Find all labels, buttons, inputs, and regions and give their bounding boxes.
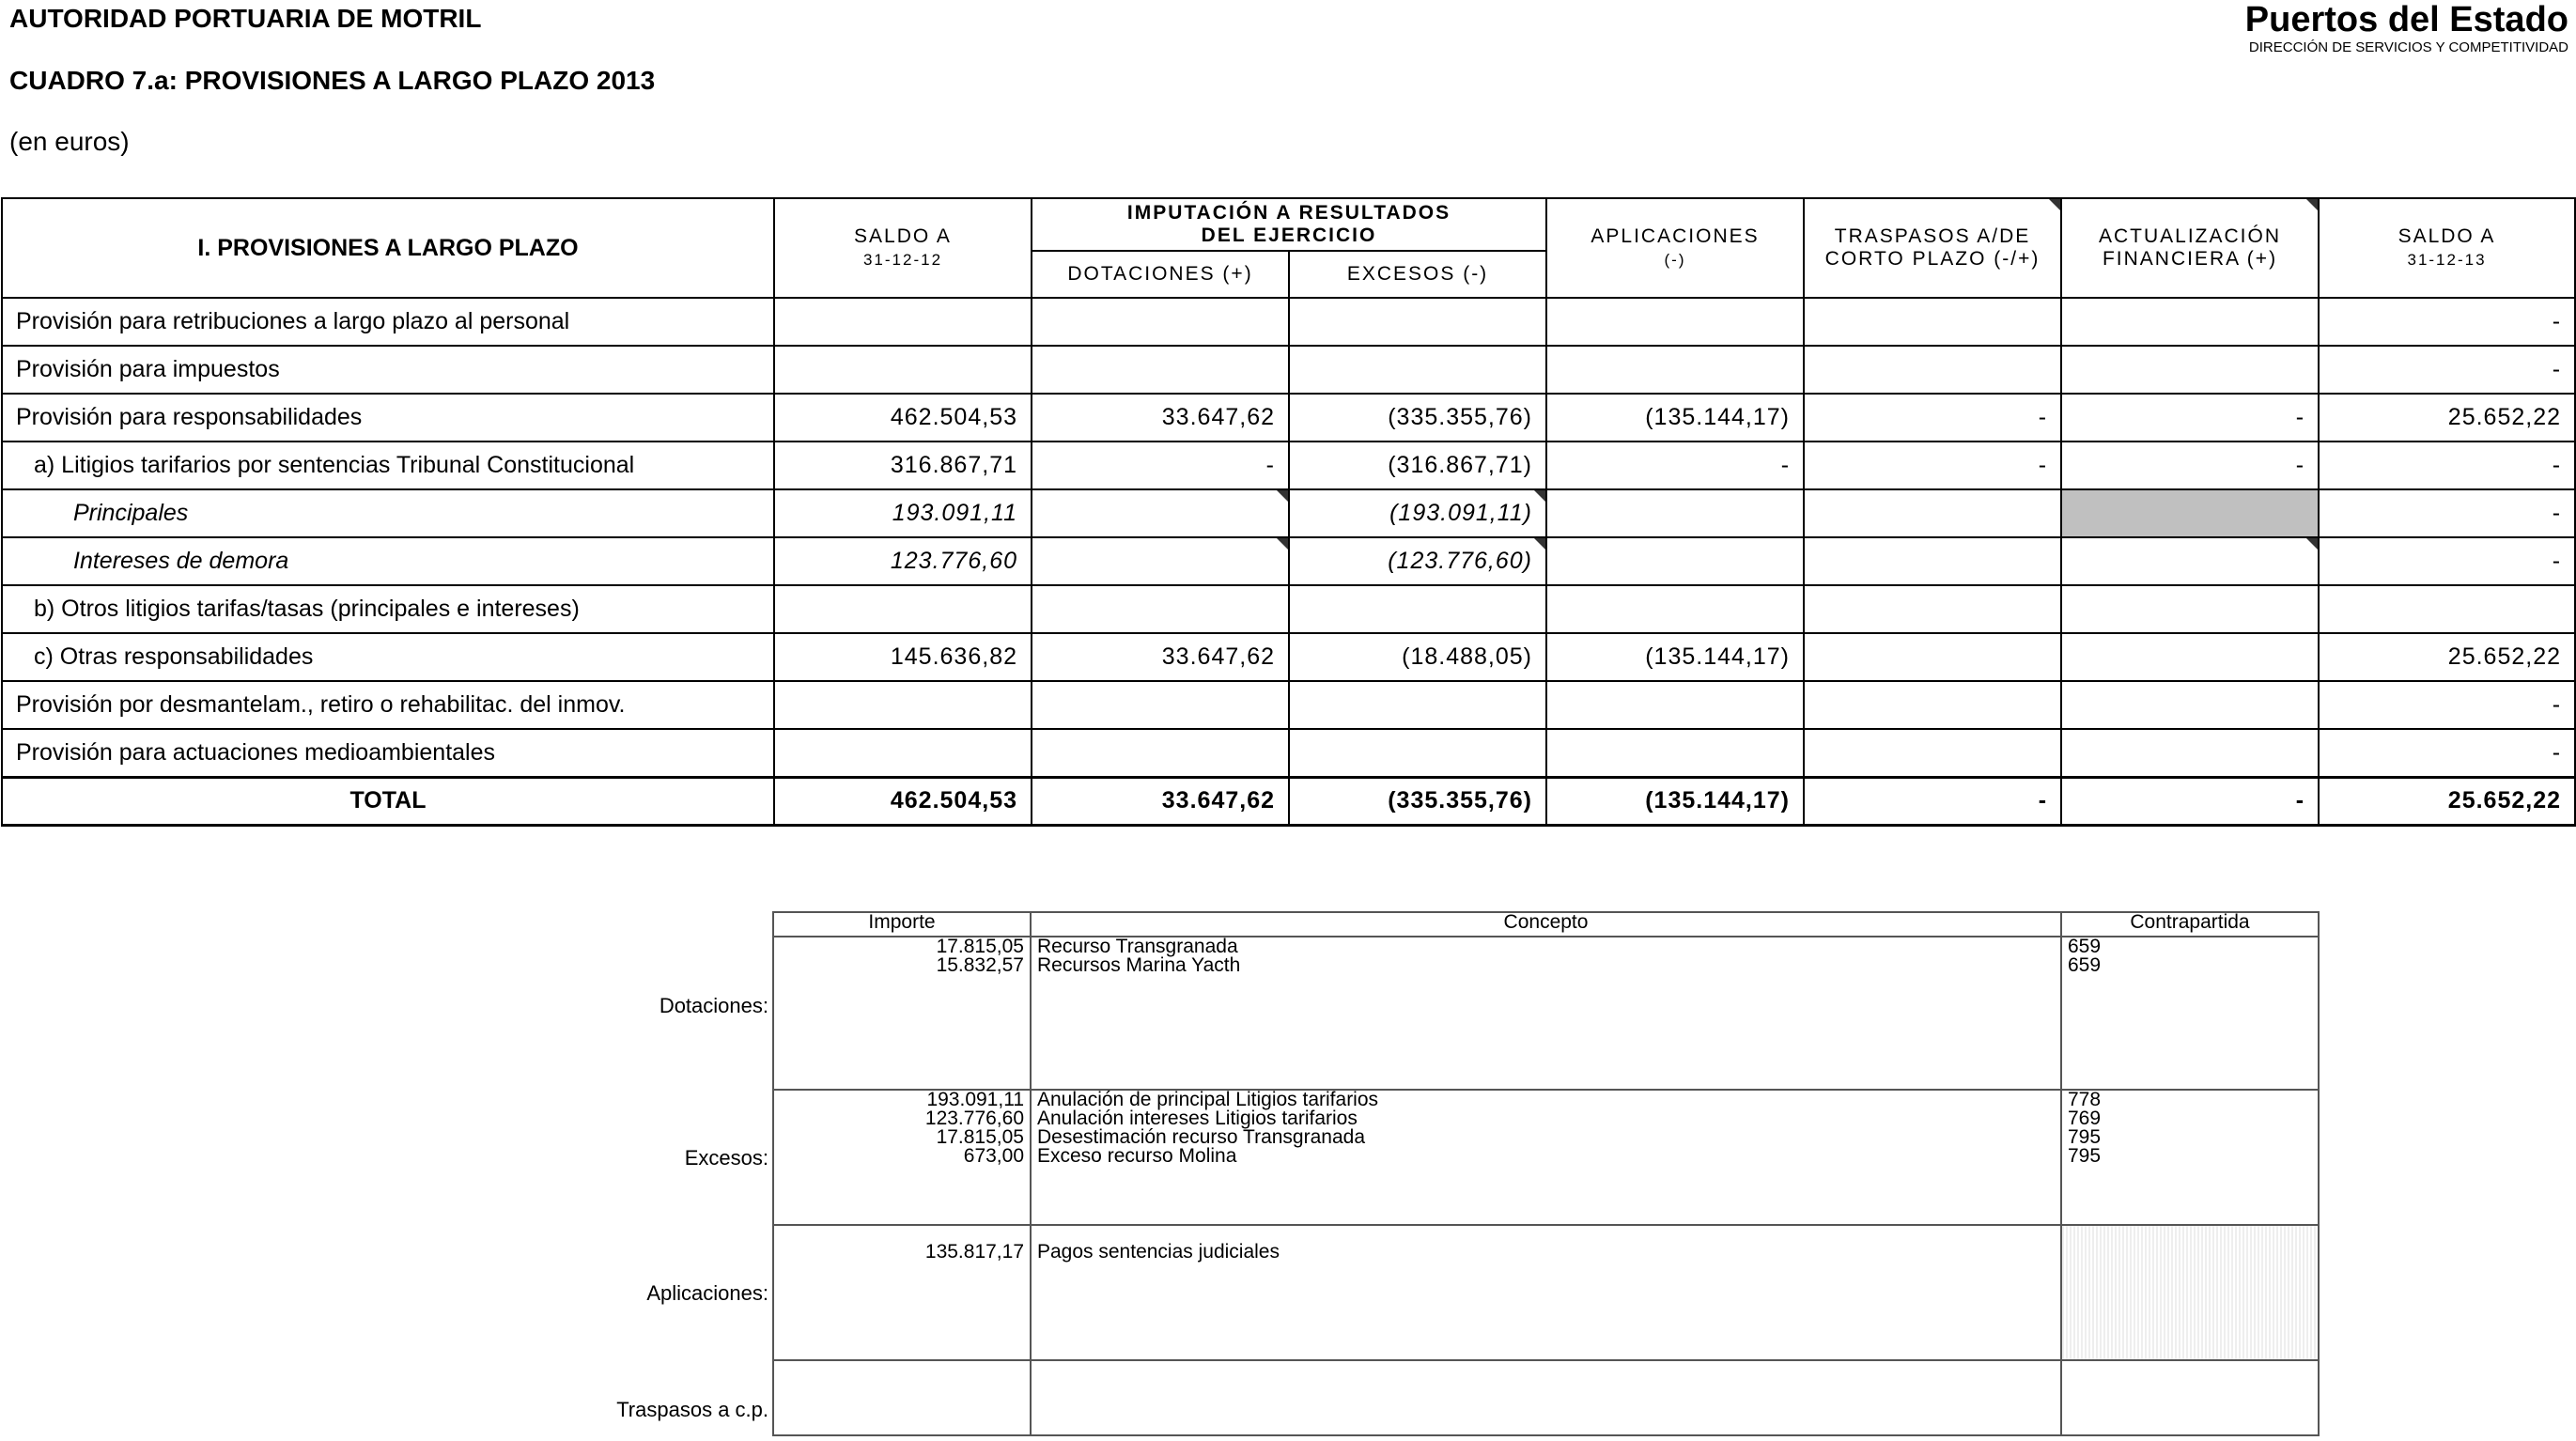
provisions-table xyxy=(1,197,2576,827)
header-provisiones: I. PROVISIONES A LARGO PLAZO xyxy=(2,198,774,298)
cell-traspasos: - xyxy=(1804,442,2061,489)
cell-saldo-fin: 25.652,22 xyxy=(2319,394,2575,442)
total-traspasos: - xyxy=(1804,777,2061,825)
cell-aplicaciones: (135.144,17) xyxy=(1546,394,1804,442)
cell-saldo-fin: - xyxy=(2319,681,2575,729)
cell-excesos: (335.355,76) xyxy=(1289,394,1546,442)
cell-traspasos: - xyxy=(1804,394,2061,442)
brand-logo-text: Puertos del Estado xyxy=(2244,0,2568,39)
cell-aplicaciones xyxy=(1546,729,1804,777)
table-row xyxy=(2,489,2575,537)
list-item: 778 xyxy=(2068,1089,2102,1110)
list-item: 659 xyxy=(2068,954,2102,976)
cell-traspasos xyxy=(1804,298,2061,346)
list-item: 17.815,05 xyxy=(936,936,1024,957)
list-item: Desestimación recurso Transgranada xyxy=(1037,1126,1366,1148)
cell-saldo-fin: 25.652,22 xyxy=(2319,633,2575,681)
cell-aplicaciones: (135.144,17) xyxy=(1546,633,1804,681)
cell-saldo-fin: - xyxy=(2319,729,2575,777)
header-actualizacion: ACTUALIZACIÓN FINANCIERA (+) xyxy=(2061,198,2319,298)
row-label: Principales xyxy=(2,489,774,537)
cell-dotaciones xyxy=(1032,489,1289,537)
detail-table xyxy=(772,911,2320,1436)
cell-saldo-ini xyxy=(774,729,1032,777)
header-saldo-inicial: SALDO A 31-12-12 xyxy=(774,198,1032,298)
cell-traspasos xyxy=(1804,585,2061,633)
cell-excesos xyxy=(1289,298,1546,346)
row-label: Provisión para responsabilidades xyxy=(2,394,774,442)
dotaciones-block xyxy=(773,937,2319,1090)
cell-excesos: (193.091,11) xyxy=(1289,489,1546,537)
cell-saldo-fin xyxy=(2319,585,2575,633)
list-item: 17.815,05 xyxy=(936,1126,1024,1148)
list-item: Anulación de principal Litigios tarifarios xyxy=(1037,1089,1379,1110)
cell-saldo-ini: 462.504,53 xyxy=(774,394,1032,442)
list-item: 673,00 xyxy=(963,1145,1024,1167)
cell-aplicaciones xyxy=(1546,346,1804,394)
cell-actualizacion xyxy=(2061,537,2319,585)
row-label: Provisión para impuestos xyxy=(2,346,774,394)
units-note: (en euros) xyxy=(9,127,130,156)
list-item: 15.832,57 xyxy=(936,954,1024,976)
cell-saldo-fin: - xyxy=(2319,298,2575,346)
list-item: Anulación intereses Litigios tarifarios xyxy=(1037,1108,1358,1129)
row-label: Provisión por desmantelam., retiro o rehabilitac. del inmov. xyxy=(2,681,774,729)
cell-saldo-fin: - xyxy=(2319,537,2575,585)
aplicaciones-label: Aplicaciones: xyxy=(646,1281,768,1305)
cell-saldo-ini: 193.091,11 xyxy=(774,489,1032,537)
table-row xyxy=(2,537,2575,585)
cell-traspasos xyxy=(1804,346,2061,394)
cell-aplicaciones xyxy=(1546,537,1804,585)
total-saldo-fin: 25.652,22 xyxy=(2319,777,2575,825)
cell-actualizacion xyxy=(2061,298,2319,346)
cell-traspasos xyxy=(1804,729,2061,777)
cell-saldo-ini xyxy=(774,681,1032,729)
report-title: CUADRO 7.a: PROVISIONES A LARGO PLAZO 2013 xyxy=(9,66,656,95)
cell-excesos xyxy=(1289,585,1546,633)
list-item: Pagos sentencias judiciales xyxy=(1037,1241,1280,1263)
cell-aplicaciones: - xyxy=(1546,442,1804,489)
cell-saldo-ini xyxy=(774,585,1032,633)
table-row xyxy=(2,298,2575,346)
cell-traspasos xyxy=(1804,537,2061,585)
table-row xyxy=(2,681,2575,729)
cell-traspasos xyxy=(1804,489,2061,537)
total-excesos: (335.355,76) xyxy=(1289,777,1546,825)
aplicaciones-block xyxy=(773,1225,2319,1360)
header-aplicaciones: APLICACIONES (-) xyxy=(1546,198,1804,298)
cell-dotaciones xyxy=(1032,346,1289,394)
cell-aplicaciones xyxy=(1546,298,1804,346)
list-item: Recursos Marina Yacth xyxy=(1037,954,1241,976)
list-item: 193.091,11 xyxy=(926,1089,1024,1110)
cell-actualizacion xyxy=(2061,681,2319,729)
header-traspasos: TRASPASOS A/DE CORTO PLAZO (-/+) xyxy=(1804,198,2061,298)
cell-saldo-ini xyxy=(774,298,1032,346)
total-dotaciones: 33.647,62 xyxy=(1032,777,1289,825)
brand-subtitle: DIRECCIÓN DE SERVICIOS Y COMPETITIVIDAD xyxy=(2248,39,2568,55)
cell-dotaciones: - xyxy=(1032,442,1289,489)
cell-dotaciones xyxy=(1032,681,1289,729)
cell-excesos: (123.776,60) xyxy=(1289,537,1546,585)
row-label: Provisión para actuaciones medioambientales xyxy=(2,729,774,777)
table-row xyxy=(2,729,2575,777)
traspasos-label: Traspasos a c.p. xyxy=(616,1398,768,1421)
row-label: a) Litigios tarifarios por sentencias Tribunal Constitucional xyxy=(2,442,774,489)
cell-actualizacion xyxy=(2061,729,2319,777)
cell-actualizacion: - xyxy=(2061,442,2319,489)
cell-dotaciones: 33.647,62 xyxy=(1032,394,1289,442)
cell-actualizacion xyxy=(2061,585,2319,633)
organization-name: AUTORIDAD PORTUARIA DE MOTRIL xyxy=(9,4,482,33)
dotaciones-label: Dotaciones: xyxy=(659,994,768,1017)
cell-saldo-ini: 145.636,82 xyxy=(774,633,1032,681)
cell-traspasos xyxy=(1804,633,2061,681)
cell-actualizacion: - xyxy=(2061,394,2319,442)
list-item: 659 xyxy=(2068,936,2102,957)
cell-dotaciones xyxy=(1032,729,1289,777)
cell-saldo-ini: 123.776,60 xyxy=(774,537,1032,585)
header-dotaciones: DOTACIONES (+) xyxy=(1032,251,1289,298)
cell-excesos xyxy=(1289,681,1546,729)
cell-dotaciones: 33.647,62 xyxy=(1032,633,1289,681)
excesos-block xyxy=(773,1090,2319,1225)
cell-excesos: (316.867,71) xyxy=(1289,442,1546,489)
cell-saldo-ini xyxy=(774,346,1032,394)
traspasos-block xyxy=(773,1360,2319,1435)
table-row xyxy=(2,585,2575,633)
excesos-label: Excesos: xyxy=(684,1146,768,1170)
cell-excesos: (18.488,05) xyxy=(1289,633,1546,681)
cell-actualizacion xyxy=(2061,489,2319,537)
table-row xyxy=(2,442,2575,489)
cell-saldo-fin: - xyxy=(2319,346,2575,394)
cell-saldo-fin: - xyxy=(2319,442,2575,489)
header-excesos: EXCESOS (-) xyxy=(1289,251,1546,298)
total-row xyxy=(2,777,2575,825)
cell-dotaciones xyxy=(1032,298,1289,346)
cell-actualizacion xyxy=(2061,346,2319,394)
list-item: 123.776,60 xyxy=(924,1108,1024,1129)
cell-saldo-fin: - xyxy=(2319,489,2575,537)
table-row xyxy=(2,394,2575,442)
row-label: c) Otras responsabilidades xyxy=(2,633,774,681)
header-saldo-final: SALDO A 31-12-13 xyxy=(2319,198,2575,298)
list-item: Exceso recurso Molina xyxy=(1037,1145,1237,1167)
table-row xyxy=(2,633,2575,681)
row-label: b) Otros litigios tarifas/tasas (principales e intereses) xyxy=(2,585,774,633)
list-item: Recurso Transgranada xyxy=(1037,936,1238,957)
list-item: 795 xyxy=(2068,1126,2102,1148)
list-item: 135.817,17 xyxy=(924,1241,1024,1263)
cell-excesos xyxy=(1289,729,1546,777)
detail-header-contrapartida: Contrapartida xyxy=(2061,912,2319,937)
table-row xyxy=(2,346,2575,394)
detail-header-concepto: Concepto xyxy=(1031,912,2061,937)
cell-dotaciones xyxy=(1032,585,1289,633)
total-saldo-ini: 462.504,53 xyxy=(774,777,1032,825)
header-imputacion: IMPUTACIÓN A RESULTADOS DEL EJERCICIO xyxy=(1032,198,1546,251)
list-item: 795 xyxy=(2068,1145,2102,1167)
cell-aplicaciones xyxy=(1546,681,1804,729)
cell-aplicaciones xyxy=(1546,585,1804,633)
cell-aplicaciones xyxy=(1546,489,1804,537)
detail-header-importe: Importe xyxy=(773,912,1031,937)
cell-traspasos xyxy=(1804,681,2061,729)
total-label: TOTAL xyxy=(2,777,774,825)
cell-excesos xyxy=(1289,346,1546,394)
cell-actualizacion xyxy=(2061,633,2319,681)
total-aplicaciones: (135.144,17) xyxy=(1546,777,1804,825)
list-item: 769 xyxy=(2068,1108,2102,1129)
cell-dotaciones xyxy=(1032,537,1289,585)
total-actualizacion: - xyxy=(2061,777,2319,825)
row-label: Provisión para retribuciones a largo plazo al personal xyxy=(2,298,774,346)
cell-saldo-ini: 316.867,71 xyxy=(774,442,1032,489)
row-label: Intereses de demora xyxy=(2,537,774,585)
